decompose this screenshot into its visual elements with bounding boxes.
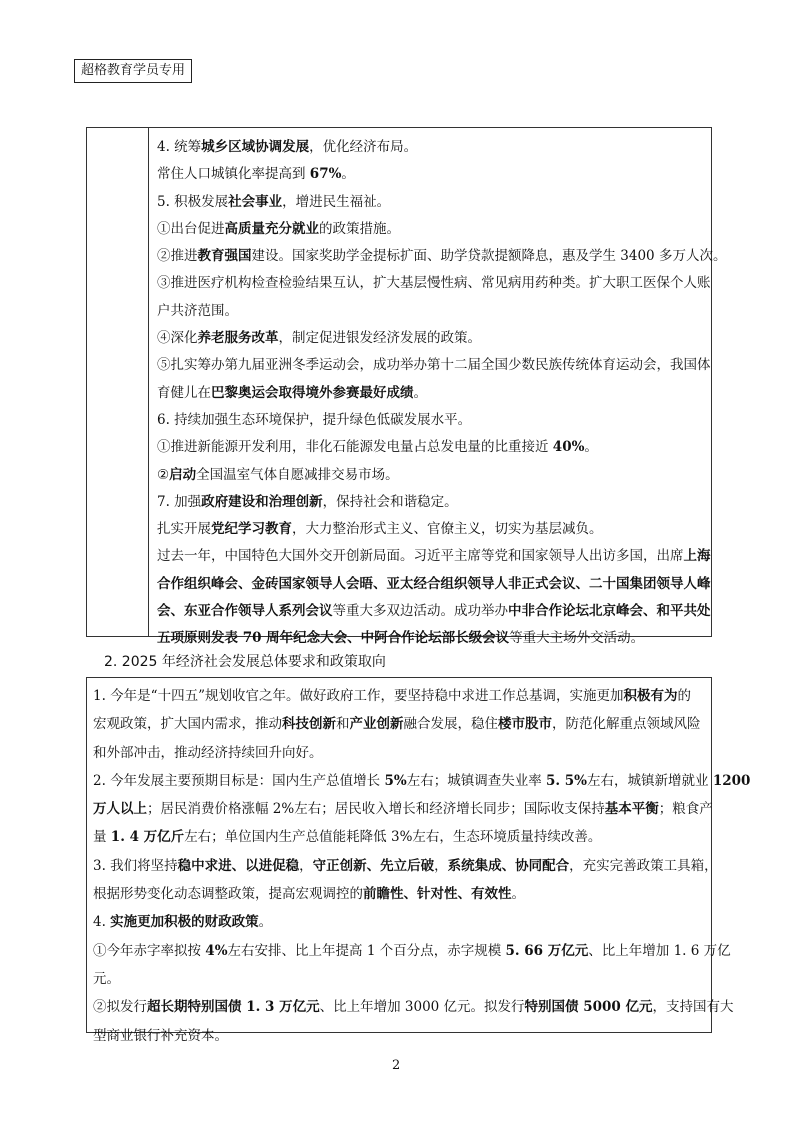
text-run: 元。 <box>93 970 120 987</box>
text-run: 等重大多双边活动。成功举办 <box>332 603 508 620</box>
text-run: 3. 我们将坚持 <box>93 857 178 874</box>
text-line <box>157 571 711 598</box>
content-table-1 <box>86 127 727 647</box>
text-run: ②推进 <box>157 248 198 265</box>
text-run: 量 <box>93 829 111 846</box>
text-line <box>157 298 705 325</box>
bold-text: 4% <box>205 942 228 959</box>
text-run: 育健儿在 <box>157 384 211 401</box>
bold-text: 合作组织峰会、金砖国家领导人会晤、亚太经合组织领导人非正式会议、二十国集团领导人峰 <box>157 575 711 592</box>
text-run: 融合发展，稳住 <box>403 716 498 733</box>
text-run: 、比上年增加 1. 6 万亿 <box>588 942 731 959</box>
page-number: 2 <box>392 1058 401 1073</box>
text-line <box>93 767 751 795</box>
text-line <box>93 1022 707 1050</box>
bold-text: 超长期特别国债 1. 3 万亿元 <box>147 999 320 1016</box>
bold-text: 上海 <box>683 548 711 565</box>
text-run: 左右安排、比上年提高 1 个百分点，赤字规模 <box>227 942 506 959</box>
text-run: 和外部冲击，推动经济持续回升向好。 <box>93 744 323 761</box>
text-run: 左右；城镇调查失业率 <box>406 772 546 789</box>
text-run: ①出台促进 <box>157 220 225 237</box>
text-run: 等重大主场外交活动。 <box>509 630 645 647</box>
bold-text: 五项原则发表 70 周年纪念大会、中阿合作论坛部长级会议 <box>157 630 510 647</box>
text-run: 1. 今年是“十四五”规划收官之年。做好政府工作，要坚持稳中求进工作总基调，实施更加 <box>93 688 624 704</box>
text-run: 4. 统筹 <box>157 139 202 155</box>
text-line <box>93 682 707 710</box>
text-line <box>157 434 705 461</box>
text-run: 4. <box>93 914 111 931</box>
table-content <box>157 134 727 653</box>
bold-text: 守正创新、先立后破 <box>312 857 435 874</box>
text-line <box>93 937 731 965</box>
text-run: ，优化经济布局。 <box>309 139 418 155</box>
text-run: 。 <box>258 914 273 931</box>
bold-text: 5% <box>384 772 407 789</box>
text-line <box>93 965 707 993</box>
text-run: ，增进民生福祉。 <box>282 193 391 210</box>
bold-text: 万人以上 <box>93 801 147 818</box>
text-run: 常住人口城镇化率提高到 <box>157 166 310 183</box>
content-table-2 <box>86 677 751 1044</box>
text-run: 。 <box>584 439 598 456</box>
bold-text: 1. 4 万亿斤 <box>110 829 185 846</box>
text-run: ②拟发行 <box>93 999 147 1016</box>
text-run: ② <box>157 466 170 483</box>
text-line <box>157 189 705 216</box>
header-tag: 超格教育学员专用 <box>74 59 192 83</box>
bold-text: 实施更加积极的财政政策 <box>110 914 259 931</box>
text-line <box>157 161 705 188</box>
text-run: ，防范化解重点领域风险 <box>552 716 701 733</box>
text-run: 左右；单位国内生产总值能耗降低 3%左右，生态环境质量持续改善。 <box>184 829 602 846</box>
text-line <box>157 325 705 352</box>
text-run: ⑤扎实筹办第九届亚洲冬季运动会，成功举办第十二届全国少数民族传统体育运动会，我国体 <box>157 357 711 374</box>
text-line <box>93 823 707 851</box>
text-line <box>157 134 705 161</box>
text-line <box>93 739 707 767</box>
text-run: 全国温室气体自愿减排交易市场。 <box>196 466 399 483</box>
table-left-column <box>87 128 149 636</box>
text-line <box>157 380 705 407</box>
text-run: 扎实开展 <box>157 521 211 538</box>
bold-text: 产业创新 <box>349 716 404 733</box>
bold-text: 政府建设和治理创新 <box>201 493 323 510</box>
bold-text: 特别国债 5000 亿元 <box>524 999 653 1016</box>
text-line <box>93 710 707 738</box>
text-line <box>157 352 711 379</box>
bold-text: 会、东亚合作领导人系列会议 <box>157 603 333 620</box>
bold-text: 启动 <box>169 466 197 483</box>
text-run: 、比上年增加 3000 亿元。拟发行 <box>319 999 525 1016</box>
text-run: ，大力整治形式主义、官僚主义，切实为基层减负。 <box>292 521 603 538</box>
text-run: 的政策措施。 <box>319 220 400 237</box>
bold-text: 基本平衡 <box>604 801 659 818</box>
text-run: 。 <box>413 384 427 401</box>
bold-text: 稳中求进、以进促稳 <box>177 857 300 874</box>
text-run: ，支持国有大 <box>652 999 734 1016</box>
bold-text: 科技创新 <box>282 716 336 733</box>
section-heading: 2. 2025 年经济社会发展总体要求和政策取向 <box>104 654 386 670</box>
bold-text: 养老服务改革 <box>197 330 279 347</box>
text-run: 宏观政策，扩大国内需求，推动 <box>93 716 282 733</box>
text-line <box>157 216 705 243</box>
bold-text: 67% <box>309 166 342 183</box>
bold-text: 5. 66 万亿元 <box>505 942 589 959</box>
text-line <box>157 625 705 652</box>
text-run: 5. 积极发展 <box>157 193 229 210</box>
text-run: 型商业银行补充资本。 <box>93 1027 228 1044</box>
text-run: ，充实完善政策工具箱， <box>569 857 718 874</box>
bold-text: 教育强国 <box>197 248 252 265</box>
text-line <box>157 462 705 489</box>
bold-text: 系统集成、协同配合 <box>447 857 570 874</box>
text-run: 户共济范围。 <box>157 302 238 319</box>
text-line <box>157 407 705 434</box>
text-run: ，保持社会和谐稳定。 <box>322 493 458 510</box>
text-line <box>157 598 711 625</box>
text-run: 左右，城镇新增就业 <box>587 772 713 789</box>
text-line <box>157 270 711 297</box>
text-line <box>157 489 705 516</box>
bold-text: 前瞻性、针对性、有效性 <box>363 886 512 903</box>
bold-text: 城乡区域协调发展 <box>201 139 310 155</box>
bold-text: 楼市股市 <box>498 716 552 733</box>
bold-text: 40% <box>552 439 585 456</box>
text-line <box>93 795 713 823</box>
text-run: 的 <box>677 688 691 704</box>
bold-text: 党纪学习教育 <box>211 521 292 538</box>
text-run: 过去一年，中国特色大国外交开创新局面。习近平主席等党和国家领导人出访多国，出席 <box>157 548 684 565</box>
text-run: ；粮食产 <box>658 801 713 818</box>
bold-text: 积极有为 <box>623 688 678 704</box>
text-run: 根据形势变化动态调整政策，提高宏观调控的 <box>93 886 363 903</box>
text-run: ， <box>434 857 448 874</box>
text-run: 。 <box>511 886 525 903</box>
text-run: ③推进医疗机构检查检验结果互认，扩大基层慢性病、常见病用药种类。扩大职工医保个人账 <box>157 275 711 292</box>
text-run: ①今年赤字率拟按 <box>93 942 206 959</box>
text-run: ①推进新能源开发利用，非化石能源发电量占总发电量的比重接近 <box>157 439 553 456</box>
bold-text: 1200 <box>712 772 751 789</box>
text-line <box>157 516 705 543</box>
text-run: 2. 今年发展主要预期目标是：国内生产总值增长 <box>93 772 385 789</box>
text-run: 6. 持续加强生态环境保护，提升绿色低碳发展水平。 <box>157 411 472 428</box>
text-run: 7. 加强 <box>157 493 202 510</box>
text-line <box>93 993 734 1021</box>
bold-text: 巴黎奥运会取得境外参赛最好成绩 <box>211 384 414 401</box>
bold-text: 社会事业 <box>228 193 283 210</box>
text-line <box>93 880 707 908</box>
text-line <box>93 852 718 880</box>
bold-text: 中非合作论坛北京峰会、和平共处 <box>508 603 711 620</box>
bold-text: 5. 5% <box>546 772 588 789</box>
text-run: ，制定促进银发经济发展的政策。 <box>278 330 481 347</box>
text-line <box>157 243 727 270</box>
text-line <box>157 543 711 570</box>
bold-text: 高质量充分就业 <box>224 220 319 237</box>
text-run: 建设。国家奖助学金提标扩面、助学贷款提额降息，惠及学生 3400 多万人次。 <box>251 248 727 265</box>
text-run: ④深化 <box>157 330 198 347</box>
table-content <box>93 682 751 1050</box>
text-run: 。 <box>341 166 355 183</box>
text-line <box>93 908 707 936</box>
text-run: ， <box>299 857 313 874</box>
text-run: 和 <box>336 716 350 733</box>
text-run: ；居民消费价格涨幅 2%左右；居民收入增长和经济增长同步；国际收支保持 <box>147 801 605 818</box>
